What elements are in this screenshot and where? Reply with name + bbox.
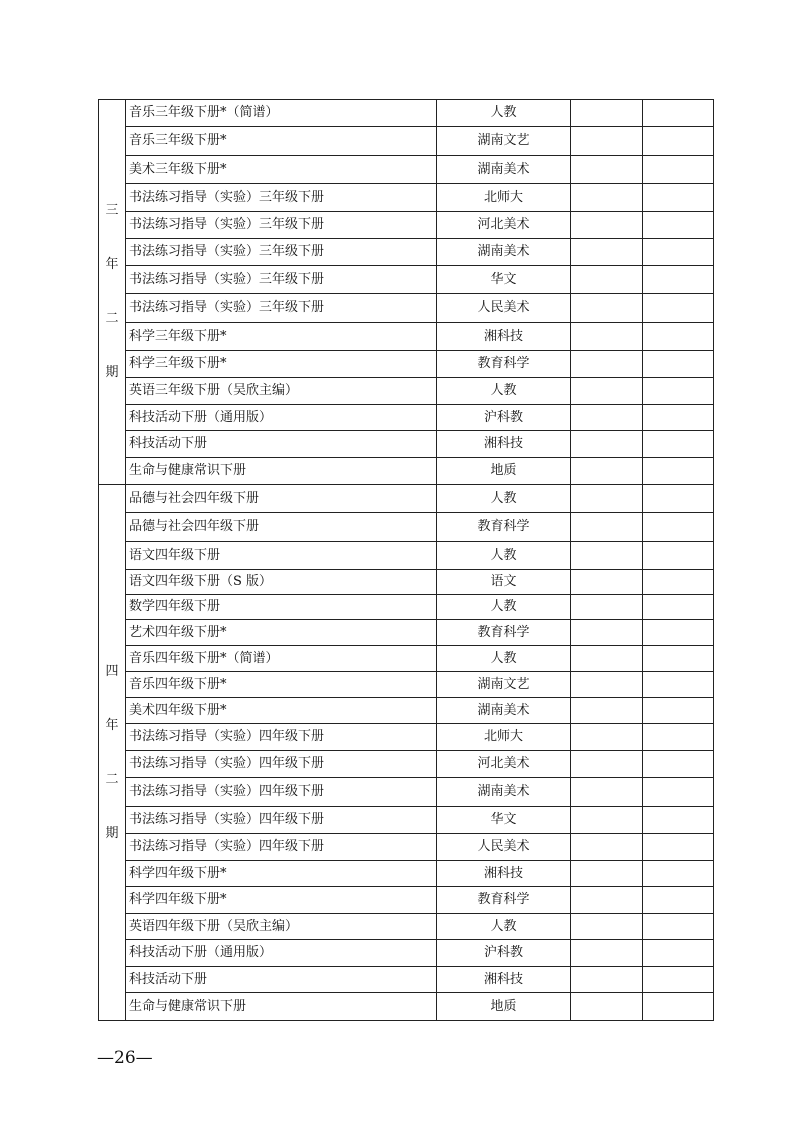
book-title-cell: 书法练习指导（实验）四年级下册 bbox=[126, 724, 437, 751]
table-row bbox=[99, 323, 714, 351]
empty-cell bbox=[643, 378, 714, 405]
empty-cell bbox=[571, 940, 643, 967]
table-row bbox=[99, 595, 714, 620]
empty-cell bbox=[643, 914, 714, 940]
empty-cell bbox=[571, 967, 643, 993]
period-char: 年 bbox=[105, 257, 119, 272]
book-title-cell: 生命与健康常识下册 bbox=[126, 993, 437, 1021]
empty-cell bbox=[643, 834, 714, 861]
period-char: 期 bbox=[105, 825, 119, 841]
empty-cell bbox=[571, 212, 643, 239]
table-row bbox=[99, 807, 714, 834]
book-title-cell: 科学四年级下册* bbox=[126, 861, 437, 887]
publisher-cell: 地质 bbox=[437, 993, 571, 1021]
book-title-cell: 语文四年级下册（S 版） bbox=[126, 570, 437, 595]
empty-cell bbox=[643, 570, 714, 595]
book-title-cell: 美术三年级下册* bbox=[126, 156, 437, 184]
table-row bbox=[99, 485, 714, 513]
book-title-cell: 书法练习指导（实验）三年级下册 bbox=[126, 266, 437, 294]
empty-cell bbox=[643, 323, 714, 351]
empty-cell bbox=[643, 751, 714, 778]
table-row bbox=[99, 458, 714, 485]
publisher-cell: 教育科学 bbox=[437, 351, 571, 378]
empty-cell bbox=[643, 266, 714, 294]
book-title-cell: 书法练习指导（实验）三年级下册 bbox=[126, 294, 437, 323]
publisher-cell: 沪科教 bbox=[437, 405, 571, 431]
publisher-cell: 湘科技 bbox=[437, 323, 571, 351]
table-row bbox=[99, 967, 714, 993]
book-title-cell: 书法练习指导（实验）四年级下册 bbox=[126, 834, 437, 861]
table-row bbox=[99, 914, 714, 940]
empty-cell bbox=[571, 861, 643, 887]
publisher-cell: 华文 bbox=[437, 266, 571, 294]
publisher-cell: 湘科技 bbox=[437, 431, 571, 458]
publisher-cell: 人教 bbox=[437, 595, 571, 620]
empty-cell bbox=[571, 458, 643, 485]
publisher-cell: 华文 bbox=[437, 807, 571, 834]
table-row bbox=[99, 570, 714, 595]
publisher-cell: 北师大 bbox=[437, 184, 571, 212]
empty-cell bbox=[571, 156, 643, 184]
table-row bbox=[99, 239, 714, 266]
table-row bbox=[99, 698, 714, 724]
book-title-cell: 科技活动下册 bbox=[126, 431, 437, 458]
empty-cell bbox=[643, 212, 714, 239]
period-char: 三 bbox=[105, 203, 119, 218]
empty-cell bbox=[643, 156, 714, 184]
table-row bbox=[99, 778, 714, 807]
period-cell bbox=[99, 485, 126, 1021]
book-title-cell: 音乐三年级下册* bbox=[126, 127, 437, 156]
table-row bbox=[99, 351, 714, 378]
book-title-cell: 书法练习指导（实验）四年级下册 bbox=[126, 807, 437, 834]
empty-cell bbox=[571, 323, 643, 351]
empty-cell bbox=[571, 239, 643, 266]
publisher-cell: 人教 bbox=[437, 100, 571, 127]
book-title-cell: 艺术四年级下册* bbox=[126, 620, 437, 646]
publisher-cell: 湖南文艺 bbox=[437, 672, 571, 698]
publisher-cell: 地质 bbox=[437, 458, 571, 485]
period-char: 期 bbox=[105, 365, 119, 380]
publisher-cell: 教育科学 bbox=[437, 513, 571, 542]
table-row bbox=[99, 751, 714, 778]
page-number: —26— bbox=[97, 1048, 153, 1068]
book-title-cell: 数学四年级下册 bbox=[126, 595, 437, 620]
book-title-cell: 书法练习指导（实验）四年级下册 bbox=[126, 751, 437, 778]
table-row bbox=[99, 993, 714, 1021]
empty-cell bbox=[571, 751, 643, 778]
empty-cell bbox=[571, 431, 643, 458]
publisher-cell: 人教 bbox=[437, 378, 571, 405]
book-title-cell: 品德与社会四年级下册 bbox=[126, 485, 437, 513]
empty-cell bbox=[643, 239, 714, 266]
table-row bbox=[99, 294, 714, 323]
publisher-cell: 湖南美术 bbox=[437, 778, 571, 807]
publisher-cell: 人教 bbox=[437, 646, 571, 672]
publisher-cell: 教育科学 bbox=[437, 620, 571, 646]
empty-cell bbox=[643, 458, 714, 485]
book-title-cell: 音乐四年级下册*（简谱） bbox=[126, 646, 437, 672]
publisher-cell: 河北美术 bbox=[437, 212, 571, 239]
empty-cell bbox=[643, 646, 714, 672]
book-title-cell: 英语四年级下册（吴欣主编） bbox=[126, 914, 437, 940]
empty-cell bbox=[643, 861, 714, 887]
book-title-cell: 英语三年级下册（吴欣主编） bbox=[126, 378, 437, 405]
period-char: 年 bbox=[105, 717, 119, 733]
empty-cell bbox=[571, 266, 643, 294]
publisher-cell: 湖南美术 bbox=[437, 239, 571, 266]
table-row bbox=[99, 127, 714, 156]
empty-cell bbox=[571, 620, 643, 646]
table-row bbox=[99, 431, 714, 458]
table-row bbox=[99, 542, 714, 570]
period-label bbox=[99, 645, 125, 861]
empty-cell bbox=[643, 542, 714, 570]
book-title-cell: 书法练习指导（实验）三年级下册 bbox=[126, 212, 437, 239]
empty-cell bbox=[571, 485, 643, 513]
period-char: 二 bbox=[105, 311, 119, 326]
table-row bbox=[99, 184, 714, 212]
publisher-cell: 河北美术 bbox=[437, 751, 571, 778]
table-row bbox=[99, 405, 714, 431]
empty-cell bbox=[571, 646, 643, 672]
table-row bbox=[99, 100, 714, 127]
book-title-cell: 科技活动下册（通用版） bbox=[126, 405, 437, 431]
book-title-cell: 科技活动下册 bbox=[126, 967, 437, 993]
empty-cell bbox=[571, 351, 643, 378]
book-title-cell: 科学三年级下册* bbox=[126, 323, 437, 351]
empty-cell bbox=[643, 993, 714, 1021]
book-title-cell: 品德与社会四年级下册 bbox=[126, 513, 437, 542]
empty-cell bbox=[643, 405, 714, 431]
empty-cell bbox=[571, 405, 643, 431]
table-row bbox=[99, 861, 714, 887]
empty-cell bbox=[643, 778, 714, 807]
table-row bbox=[99, 887, 714, 914]
empty-cell bbox=[643, 127, 714, 156]
empty-cell bbox=[643, 100, 714, 127]
empty-cell bbox=[571, 698, 643, 724]
empty-cell bbox=[643, 485, 714, 513]
table-row bbox=[99, 620, 714, 646]
empty-cell bbox=[643, 595, 714, 620]
empty-cell bbox=[571, 887, 643, 914]
publisher-cell: 语文 bbox=[437, 570, 571, 595]
empty-cell bbox=[571, 570, 643, 595]
empty-cell bbox=[571, 724, 643, 751]
empty-cell bbox=[571, 834, 643, 861]
empty-cell bbox=[643, 184, 714, 212]
period-char: 四 bbox=[105, 663, 119, 679]
empty-cell bbox=[571, 294, 643, 323]
book-title-cell: 科学四年级下册* bbox=[126, 887, 437, 914]
empty-cell bbox=[571, 993, 643, 1021]
publisher-cell: 人教 bbox=[437, 542, 571, 570]
book-title-cell: 科技活动下册（通用版） bbox=[126, 940, 437, 967]
publisher-cell: 人教 bbox=[437, 485, 571, 513]
table-row bbox=[99, 672, 714, 698]
textbook-table bbox=[98, 99, 714, 1021]
book-title-cell: 音乐四年级下册* bbox=[126, 672, 437, 698]
empty-cell bbox=[643, 887, 714, 914]
table-row bbox=[99, 513, 714, 542]
table-row bbox=[99, 646, 714, 672]
book-title-cell: 音乐三年级下册*（简谱） bbox=[126, 100, 437, 127]
empty-cell bbox=[571, 184, 643, 212]
book-title-cell: 生命与健康常识下册 bbox=[126, 458, 437, 485]
publisher-cell: 湘科技 bbox=[437, 861, 571, 887]
empty-cell bbox=[571, 672, 643, 698]
book-title-cell: 书法练习指导（实验）四年级下册 bbox=[126, 778, 437, 807]
empty-cell bbox=[643, 294, 714, 323]
empty-cell bbox=[571, 778, 643, 807]
empty-cell bbox=[571, 595, 643, 620]
publisher-cell: 人民美术 bbox=[437, 294, 571, 323]
period-label bbox=[99, 184, 125, 400]
table-body bbox=[99, 100, 714, 1021]
publisher-cell: 北师大 bbox=[437, 724, 571, 751]
empty-cell bbox=[643, 672, 714, 698]
empty-cell bbox=[571, 914, 643, 940]
empty-cell bbox=[571, 542, 643, 570]
publisher-cell: 湖南美术 bbox=[437, 698, 571, 724]
publisher-cell: 沪科教 bbox=[437, 940, 571, 967]
period-char: 二 bbox=[105, 771, 119, 787]
period-cell bbox=[99, 100, 126, 485]
empty-cell bbox=[643, 967, 714, 993]
table-row bbox=[99, 724, 714, 751]
book-title-cell: 美术四年级下册* bbox=[126, 698, 437, 724]
empty-cell bbox=[571, 807, 643, 834]
book-title-cell: 书法练习指导（实验）三年级下册 bbox=[126, 184, 437, 212]
empty-cell bbox=[643, 351, 714, 378]
book-title-cell: 语文四年级下册 bbox=[126, 542, 437, 570]
empty-cell bbox=[643, 698, 714, 724]
empty-cell bbox=[643, 620, 714, 646]
empty-cell bbox=[571, 127, 643, 156]
empty-cell bbox=[571, 378, 643, 405]
table-row bbox=[99, 156, 714, 184]
table-row bbox=[99, 378, 714, 405]
table-row bbox=[99, 940, 714, 967]
table-row bbox=[99, 834, 714, 861]
empty-cell bbox=[643, 940, 714, 967]
empty-cell bbox=[643, 431, 714, 458]
empty-cell bbox=[643, 513, 714, 542]
book-title-cell: 书法练习指导（实验）三年级下册 bbox=[126, 239, 437, 266]
publisher-cell: 人民美术 bbox=[437, 834, 571, 861]
publisher-cell: 教育科学 bbox=[437, 887, 571, 914]
empty-cell bbox=[571, 513, 643, 542]
table-row bbox=[99, 212, 714, 239]
book-title-cell: 科学三年级下册* bbox=[126, 351, 437, 378]
publisher-cell: 人教 bbox=[437, 914, 571, 940]
empty-cell bbox=[643, 807, 714, 834]
table-row bbox=[99, 266, 714, 294]
empty-cell bbox=[571, 100, 643, 127]
publisher-cell: 湖南文艺 bbox=[437, 127, 571, 156]
publisher-cell: 湘科技 bbox=[437, 967, 571, 993]
publisher-cell: 湖南美术 bbox=[437, 156, 571, 184]
empty-cell bbox=[643, 724, 714, 751]
